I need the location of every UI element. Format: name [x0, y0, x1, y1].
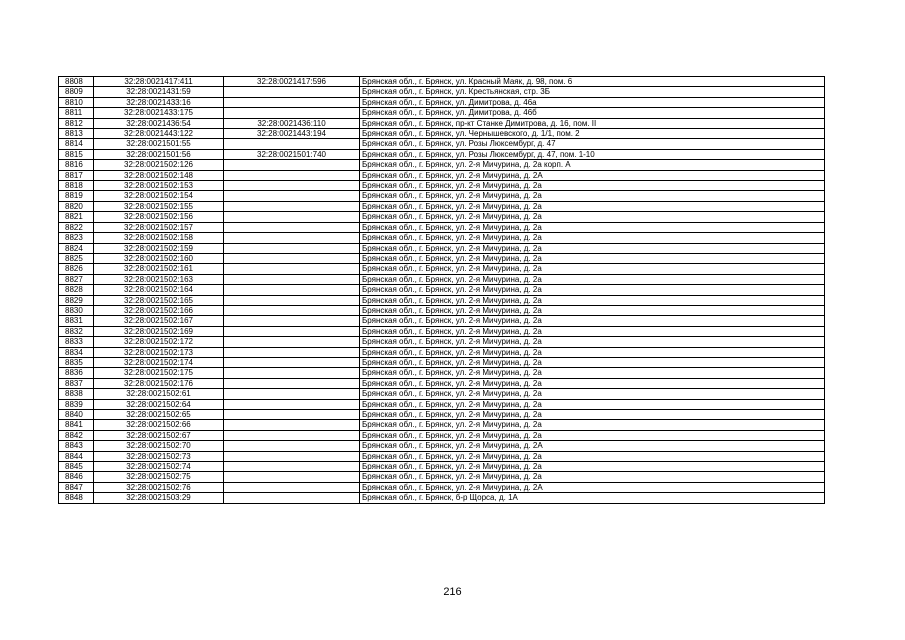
address-cell: Брянская обл., г. Брянск, ул. 2-я Мичурина, д. 2а: [360, 337, 825, 347]
address-cell: Брянская обл., г. Брянск, ул. 2-я Мичурина, д. 2а: [360, 295, 825, 305]
cadastral-number-cell: 32:28:0021502:175: [94, 368, 224, 378]
parent-cadastral-number-cell: [224, 305, 360, 315]
address-cell: Брянская обл., г. Брянск, ул. 2-я Мичурина, д. 2а: [360, 285, 825, 295]
address-cell: Брянская обл., г. Брянск, ул. 2-я Мичурина, д. 2А: [360, 482, 825, 492]
address-cell: Брянская обл., г. Брянск, ул. 2-я Мичурина, д. 2а: [360, 201, 825, 211]
table-row: [59, 139, 825, 149]
address-cell: Брянская обл., г. Брянск, пр-кт Станке Димитрова, д. 16, пом. II: [360, 118, 825, 128]
parent-cadastral-number-cell: [224, 462, 360, 472]
row-number-cell: 8824: [59, 243, 94, 253]
row-number-cell: 8843: [59, 441, 94, 451]
parent-cadastral-number-cell: 32:28:0021501:740: [224, 149, 360, 159]
cadastral-number-cell: 32:28:0021502:172: [94, 337, 224, 347]
row-number-cell: 8839: [59, 399, 94, 409]
table-row: [59, 493, 825, 503]
parent-cadastral-number-cell: [224, 285, 360, 295]
row-number-cell: 8829: [59, 295, 94, 305]
address-cell: Брянская обл., г. Брянск, ул. Димитрова, д. 46а: [360, 97, 825, 107]
table-row: [59, 181, 825, 191]
cadastral-number-cell: 32:28:0021436:54: [94, 118, 224, 128]
parent-cadastral-number-cell: [224, 399, 360, 409]
parent-cadastral-number-cell: [224, 482, 360, 492]
address-cell: Брянская обл., г. Брянск, ул. 2-я Мичурина, д. 2а корп. А: [360, 160, 825, 170]
row-number-cell: 8811: [59, 108, 94, 118]
cadastral-number-cell: 32:28:0021502:166: [94, 305, 224, 315]
row-number-cell: 8827: [59, 274, 94, 284]
parent-cadastral-number-cell: [224, 357, 360, 367]
address-cell: Брянская обл., г. Брянск, ул. 2-я Мичурина, д. 2а: [360, 222, 825, 232]
parent-cadastral-number-cell: [224, 337, 360, 347]
row-number-cell: 8831: [59, 316, 94, 326]
address-cell: Брянская обл., г. Брянск, ул. 2-я Мичурина, д. 2а: [360, 274, 825, 284]
address-cell: Брянская обл., г. Брянск, ул. 2-я Мичурина, д. 2а: [360, 410, 825, 420]
address-cell: Брянская обл., г. Брянск, ул. 2-я Мичурина, д. 2А: [360, 441, 825, 451]
cadastral-number-cell: 32:28:0021502:73: [94, 451, 224, 461]
row-number-cell: 8808: [59, 77, 94, 87]
parent-cadastral-number-cell: [224, 451, 360, 461]
cadastral-number-cell: 32:28:0021502:164: [94, 285, 224, 295]
table-row: [59, 274, 825, 284]
cadastral-number-cell: 32:28:0021502:75: [94, 472, 224, 482]
cadastral-number-cell: 32:28:0021502:66: [94, 420, 224, 430]
cadastral-number-cell: 32:28:0021502:157: [94, 222, 224, 232]
table-row: [59, 482, 825, 492]
row-number-cell: 8841: [59, 420, 94, 430]
table-row: [59, 441, 825, 451]
cadastral-number-cell: 32:28:0021502:67: [94, 430, 224, 440]
parent-cadastral-number-cell: [224, 212, 360, 222]
cadastral-number-cell: 32:28:0021502:76: [94, 482, 224, 492]
address-cell: Брянская обл., г. Брянск, б-р Щорса, д. 1А: [360, 493, 825, 503]
row-number-cell: 8828: [59, 285, 94, 295]
parent-cadastral-number-cell: [224, 222, 360, 232]
table-row: [59, 462, 825, 472]
address-cell: Брянская обл., г. Брянск, ул. 2-я Мичурина, д. 2а: [360, 389, 825, 399]
address-cell: Брянская обл., г. Брянск, ул. 2-я Мичурина, д. 2а: [360, 378, 825, 388]
row-number-cell: 8846: [59, 472, 94, 482]
parent-cadastral-number-cell: [224, 420, 360, 430]
address-cell: Брянская обл., г. Брянск, ул. Крестьянская, стр. 3Б: [360, 87, 825, 97]
address-cell: Брянская обл., г. Брянск, ул. 2-я Мичурина, д. 2а: [360, 451, 825, 461]
cadastral-number-cell: 32:28:0021501:56: [94, 149, 224, 159]
parent-cadastral-number-cell: [224, 160, 360, 170]
row-number-cell: 8826: [59, 264, 94, 274]
row-number-cell: 8817: [59, 170, 94, 180]
parent-cadastral-number-cell: 32:28:0021443:194: [224, 129, 360, 139]
address-cell: Брянская обл., г. Брянск, ул. 2-я Мичурина, д. 2а: [360, 316, 825, 326]
address-cell: Брянская обл., г. Брянск, ул. 2-я Мичурина, д. 2а: [360, 326, 825, 336]
parent-cadastral-number-cell: [224, 295, 360, 305]
table-row: [59, 129, 825, 139]
cadastral-number-cell: 32:28:0021502:176: [94, 378, 224, 388]
table-row: [59, 378, 825, 388]
row-number-cell: 8847: [59, 482, 94, 492]
row-number-cell: 8812: [59, 118, 94, 128]
table-body: [59, 77, 825, 504]
row-number-cell: 8825: [59, 253, 94, 263]
address-cell: Брянская обл., г. Брянск, ул. 2-я Мичурина, д. 2а: [360, 305, 825, 315]
property-table: [58, 76, 825, 504]
cadastral-number-cell: 32:28:0021433:175: [94, 108, 224, 118]
row-number-cell: 8835: [59, 357, 94, 367]
table-row: [59, 118, 825, 128]
row-number-cell: 8820: [59, 201, 94, 211]
address-cell: Брянская обл., г. Брянск, ул. 2-я Мичурина, д. 2а: [360, 430, 825, 440]
cadastral-number-cell: 32:28:0021502:65: [94, 410, 224, 420]
row-number-cell: 8810: [59, 97, 94, 107]
table-row: [59, 97, 825, 107]
cadastral-number-cell: 32:28:0021431:59: [94, 87, 224, 97]
address-cell: Брянская обл., г. Брянск, ул. 2-я Мичурина, д. 2а: [360, 253, 825, 263]
cadastral-number-cell: 32:28:0021503:29: [94, 493, 224, 503]
table-row: [59, 264, 825, 274]
row-number-cell: 8844: [59, 451, 94, 461]
table-row: [59, 316, 825, 326]
parent-cadastral-number-cell: [224, 326, 360, 336]
table-row: [59, 253, 825, 263]
row-number-cell: 8834: [59, 347, 94, 357]
cadastral-number-cell: 32:28:0021502:165: [94, 295, 224, 305]
cadastral-number-cell: 32:28:0021502:167: [94, 316, 224, 326]
table-row: [59, 77, 825, 87]
cadastral-number-cell: 32:28:0021502:70: [94, 441, 224, 451]
table-row: [59, 347, 825, 357]
address-cell: Брянская обл., г. Брянск, ул. 2-я Мичурина, д. 2а: [360, 233, 825, 243]
table-row: [59, 410, 825, 420]
table-row: [59, 399, 825, 409]
row-number-cell: 8822: [59, 222, 94, 232]
table-row: [59, 233, 825, 243]
parent-cadastral-number-cell: [224, 181, 360, 191]
row-number-cell: 8819: [59, 191, 94, 201]
table-row: [59, 326, 825, 336]
table-row: [59, 160, 825, 170]
parent-cadastral-number-cell: 32:28:0021436:110: [224, 118, 360, 128]
row-number-cell: 8836: [59, 368, 94, 378]
cadastral-number-cell: 32:28:0021502:148: [94, 170, 224, 180]
parent-cadastral-number-cell: [224, 368, 360, 378]
parent-cadastral-number-cell: [224, 97, 360, 107]
cadastral-number-cell: 32:28:0021502:155: [94, 201, 224, 211]
row-number-cell: 8848: [59, 493, 94, 503]
row-number-cell: 8833: [59, 337, 94, 347]
row-number-cell: 8830: [59, 305, 94, 315]
address-cell: Брянская обл., г. Брянск, ул. 2-я Мичурина, д. 2а: [360, 191, 825, 201]
table-row: [59, 389, 825, 399]
parent-cadastral-number-cell: [224, 201, 360, 211]
parent-cadastral-number-cell: [224, 233, 360, 243]
row-number-cell: 8816: [59, 160, 94, 170]
row-number-cell: 8814: [59, 139, 94, 149]
cadastral-number-cell: 32:28:0021502:154: [94, 191, 224, 201]
cadastral-number-cell: 32:28:0021443:122: [94, 129, 224, 139]
row-number-cell: 8821: [59, 212, 94, 222]
address-cell: Брянская обл., г. Брянск, ул. 2-я Мичурина, д. 2А: [360, 170, 825, 180]
table-row: [59, 305, 825, 315]
parent-cadastral-number-cell: [224, 139, 360, 149]
parent-cadastral-number-cell: [224, 441, 360, 451]
parent-cadastral-number-cell: [224, 347, 360, 357]
table-row: [59, 222, 825, 232]
table-row: [59, 212, 825, 222]
table-row: [59, 149, 825, 159]
cadastral-number-cell: 32:28:0021502:169: [94, 326, 224, 336]
row-number-cell: 8823: [59, 233, 94, 243]
cadastral-number-cell: 32:28:0021502:161: [94, 264, 224, 274]
address-cell: Брянская обл., г. Брянск, ул. 2-я Мичурина, д. 2а: [360, 212, 825, 222]
table-row: [59, 191, 825, 201]
cadastral-number-cell: 32:28:0021502:61: [94, 389, 224, 399]
parent-cadastral-number-cell: 32:28:0021417:596: [224, 77, 360, 87]
table-row: [59, 430, 825, 440]
parent-cadastral-number-cell: [224, 316, 360, 326]
address-cell: Брянская обл., г. Брянск, ул. 2-я Мичурина, д. 2а: [360, 368, 825, 378]
cadastral-number-cell: 32:28:0021502:160: [94, 253, 224, 263]
table-row: [59, 295, 825, 305]
address-cell: Брянская обл., г. Брянск, ул. Чернышевского, д. 1/1, пом. 2: [360, 129, 825, 139]
cadastral-number-cell: 32:28:0021502:126: [94, 160, 224, 170]
cadastral-number-cell: 32:28:0021502:153: [94, 181, 224, 191]
address-cell: Брянская обл., г. Брянск, ул. 2-я Мичурина, д. 2а: [360, 462, 825, 472]
parent-cadastral-number-cell: [224, 243, 360, 253]
address-cell: Брянская обл., г. Брянск, ул. Розы Люксембург, д. 47, пом. 1-10: [360, 149, 825, 159]
row-number-cell: 8832: [59, 326, 94, 336]
parent-cadastral-number-cell: [224, 253, 360, 263]
row-number-cell: 8809: [59, 87, 94, 97]
table-row: [59, 451, 825, 461]
row-number-cell: 8838: [59, 389, 94, 399]
cadastral-number-cell: 32:28:0021502:173: [94, 347, 224, 357]
cadastral-number-cell: 32:28:0021502:163: [94, 274, 224, 284]
cadastral-number-cell: 32:28:0021502:64: [94, 399, 224, 409]
page-number: 216: [443, 586, 462, 598]
row-number-cell: 8845: [59, 462, 94, 472]
parent-cadastral-number-cell: [224, 191, 360, 201]
address-cell: Брянская обл., г. Брянск, ул. 2-я Мичурина, д. 2а: [360, 357, 825, 367]
table-row: [59, 472, 825, 482]
parent-cadastral-number-cell: [224, 378, 360, 388]
table-row: [59, 368, 825, 378]
address-cell: Брянская обл., г. Брянск, ул. 2-я Мичурина, д. 2а: [360, 472, 825, 482]
table-row: [59, 357, 825, 367]
table-row: [59, 170, 825, 180]
address-cell: Брянская обл., г. Брянск, ул. 2-я Мичурина, д. 2а: [360, 243, 825, 253]
table-row: [59, 285, 825, 295]
parent-cadastral-number-cell: [224, 430, 360, 440]
cadastral-number-cell: 32:28:0021502:156: [94, 212, 224, 222]
parent-cadastral-number-cell: [224, 264, 360, 274]
address-cell: Брянская обл., г. Брянск, ул. 2-я Мичурина, д. 2а: [360, 420, 825, 430]
parent-cadastral-number-cell: [224, 472, 360, 482]
parent-cadastral-number-cell: [224, 410, 360, 420]
parent-cadastral-number-cell: [224, 108, 360, 118]
parent-cadastral-number-cell: [224, 389, 360, 399]
row-number-cell: 8813: [59, 129, 94, 139]
row-number-cell: 8837: [59, 378, 94, 388]
cadastral-number-cell: 32:28:0021502:159: [94, 243, 224, 253]
table-row: [59, 201, 825, 211]
table-row: [59, 420, 825, 430]
cadastral-number-cell: 32:28:0021502:74: [94, 462, 224, 472]
cadastral-number-cell: 32:28:0021433:16: [94, 97, 224, 107]
cadastral-number-cell: 32:28:0021417:411: [94, 77, 224, 87]
parent-cadastral-number-cell: [224, 274, 360, 284]
address-cell: Брянская обл., г. Брянск, ул. 2-я Мичурина, д. 2а: [360, 264, 825, 274]
table-row: [59, 337, 825, 347]
row-number-cell: 8815: [59, 149, 94, 159]
address-cell: Брянская обл., г. Брянск, ул. Димитрова, д. 46б: [360, 108, 825, 118]
row-number-cell: 8818: [59, 181, 94, 191]
row-number-cell: 8842: [59, 430, 94, 440]
address-cell: Брянская обл., г. Брянск, ул. 2-я Мичурина, д. 2а: [360, 399, 825, 409]
address-cell: Брянская обл., г. Брянск, ул. Красный Маяк, д. 98, пом. 6: [360, 77, 825, 87]
cadastral-number-cell: 32:28:0021501:55: [94, 139, 224, 149]
parent-cadastral-number-cell: [224, 170, 360, 180]
address-cell: Брянская обл., г. Брянск, ул. 2-я Мичурина, д. 2а: [360, 347, 825, 357]
parent-cadastral-number-cell: [224, 493, 360, 503]
parent-cadastral-number-cell: [224, 87, 360, 97]
cadastral-number-cell: 32:28:0021502:158: [94, 233, 224, 243]
cadastral-number-cell: 32:28:0021502:174: [94, 357, 224, 367]
address-cell: Брянская обл., г. Брянск, ул. Розы Люксембург, д. 47: [360, 139, 825, 149]
table-row: [59, 243, 825, 253]
table-row: [59, 87, 825, 97]
row-number-cell: 8840: [59, 410, 94, 420]
table-row: [59, 108, 825, 118]
address-cell: Брянская обл., г. Брянск, ул. 2-я Мичурина, д. 2а: [360, 181, 825, 191]
